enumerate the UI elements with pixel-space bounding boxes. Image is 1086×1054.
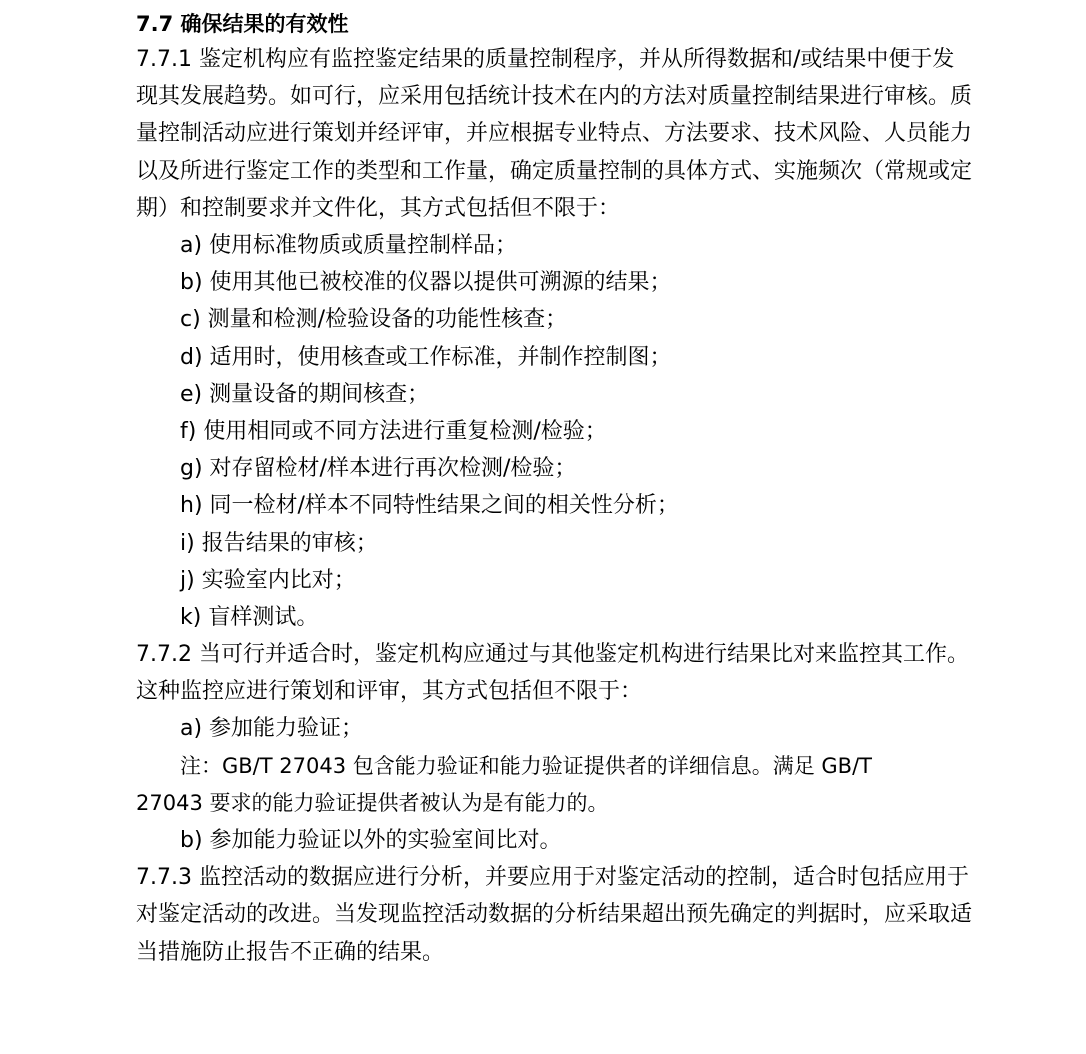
list-item: j) 实验室内比对； — [180, 567, 356, 593]
list-item: d) 适用时，使用核查或工作标准，并制作控制图； — [180, 344, 672, 370]
section-heading: 7.7 确保结果的有效性 — [136, 12, 349, 36]
clause-7-7-1-text: 7.7.1 鉴定机构应有监控鉴定结果的质量控制程序，并从所得数据和/或结果中便于发现其发展趋势。如可行，应采用包括统计技术在内的方法对质量控制结果进行审核。质量控制活动应进行策划并经评审，并应根据专业特点、方法要求、技术风险、人员能力以及所进行鉴定工作的类型和工作量，确定质量控制的具体方式、实施频次（常规或定期）和控制要求并文件化，其方式包括但不限于： — [136, 47, 973, 221]
list-item: a) 参加能力验证； — [180, 716, 364, 742]
list-item: f) 使用相同或不同方法进行重复检测/检验； — [180, 418, 607, 444]
clause-7-7-2-text: 7.7.2 当可行并适合时，鉴定机构应通过与其他鉴定机构进行结果比对来监控其工作。这种监控应进行策划和评审，其方式包括但不限于： — [136, 642, 969, 705]
inter-lab-comparison-list — [136, 710, 986, 747]
list-item: i) 报告结果的审核； — [180, 530, 378, 556]
note-text: 注：GB/T 27043 包含能力验证和能力验证提供者的详细信息。满足 GB/T 27043 要求的能力验证提供者被认为是有能力的。 — [136, 753, 872, 815]
list-item: g) 对存留检材/样本进行再次检测/检验； — [180, 456, 577, 482]
list-item: b) 参加能力验证以外的实验室间比对。 — [180, 828, 562, 854]
list-item: h) 同一检材/样本不同特性结果之间的相关性分析； — [180, 493, 679, 519]
list-item: e) 测量设备的期间核查； — [180, 381, 430, 407]
document-page — [136, 7, 986, 971]
list-item: k) 盲样测试。 — [180, 604, 319, 630]
list-item: c) 测量和检测/检验设备的功能性核查； — [180, 307, 568, 333]
inter-lab-comparison-list-cont — [136, 822, 986, 859]
clause-7-7-3-text: 7.7.3 监控活动的数据应进行分析，并要应用于对鉴定活动的控制，适合时包括应用于对鉴定活动的改进。当发现监控活动数据的分析结果超出预先确定的判据时，应采取适当措施防止报告不正确的结果。 — [136, 865, 973, 965]
quality-control-methods-list — [136, 227, 986, 636]
list-item: b) 使用其他已被校准的仪器以提供可溯源的结果； — [180, 270, 672, 296]
list-item: a) 使用标准物质或质量控制样品； — [180, 233, 518, 259]
